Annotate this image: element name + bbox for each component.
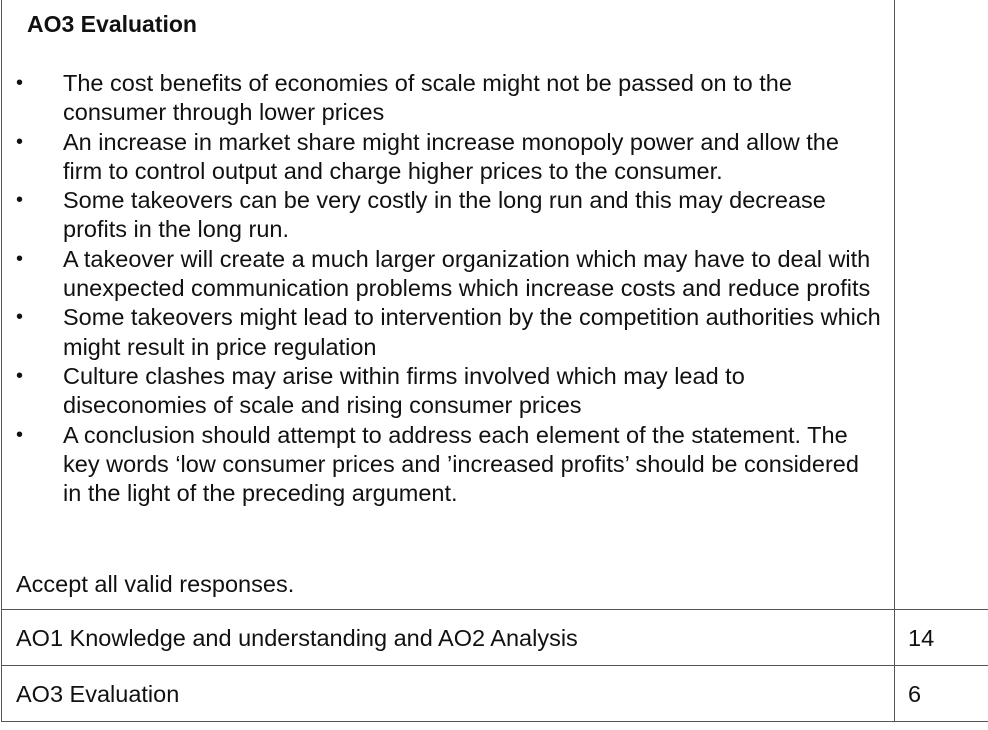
- bullet-icon: •: [16, 247, 24, 270]
- bullet-icon: •: [16, 130, 24, 153]
- bullet-text: A takeover will create a much larger organization which may have to deal with unexpected communication problems which increase costs and reduce profits: [63, 245, 871, 302]
- list-item: [0, 245, 890, 304]
- list-item: [0, 128, 890, 187]
- table-border-bottom: [1, 721, 988, 722]
- table-row-divider: [1, 665, 988, 666]
- bullet-text: Some takeovers can be very costly in the long run and this may decrease profits in the long run.: [63, 187, 826, 243]
- list-item: [0, 421, 890, 509]
- list-item: [0, 69, 890, 128]
- bullet-icon: •: [16, 189, 24, 212]
- bullet-text: Culture clashes may arise within firms involved which may lead to diseconomies of scale and rising consumer prices: [63, 362, 745, 419]
- closing-note: Accept all valid responses.: [16, 571, 295, 597]
- list-item: [0, 303, 890, 362]
- list-item: [0, 186, 890, 245]
- marks-row-label-ao3: AO3 Evaluation: [16, 681, 180, 707]
- bullet-icon: •: [16, 364, 24, 387]
- table-column-divider: [894, 0, 895, 722]
- bullet-icon: •: [16, 306, 24, 329]
- section-title: AO3 Evaluation: [27, 11, 197, 37]
- bullet-icon: •: [16, 423, 24, 446]
- table-row-divider: [1, 609, 988, 610]
- marks-row-value-ao1-ao2: 14: [908, 625, 935, 651]
- bullet-text: The cost benefits of economies of scale might not be passed on to the consumer through lower prices: [63, 70, 792, 126]
- bullet-icon: •: [16, 72, 24, 94]
- evaluation-bullet-list: [0, 69, 890, 508]
- marks-row-label-ao1-ao2: AO1 Knowledge and understanding and AO2 Analysis: [16, 625, 578, 651]
- marks-row-value-ao3: 6: [908, 681, 922, 707]
- bullet-text: Some takeovers might lead to intervention by the competition authorities which might result in price regulation: [63, 304, 881, 360]
- bullet-text: An increase in market share might increase monopoly power and allow the firm to control output and charge higher prices to the consumer.: [63, 128, 839, 184]
- bullet-text: A conclusion should attempt to address each element of the statement. The key words ‘low consumer prices and ’increased profits’ should be considered in the light of the preceding argument.: [63, 421, 859, 507]
- list-item: [0, 362, 890, 421]
